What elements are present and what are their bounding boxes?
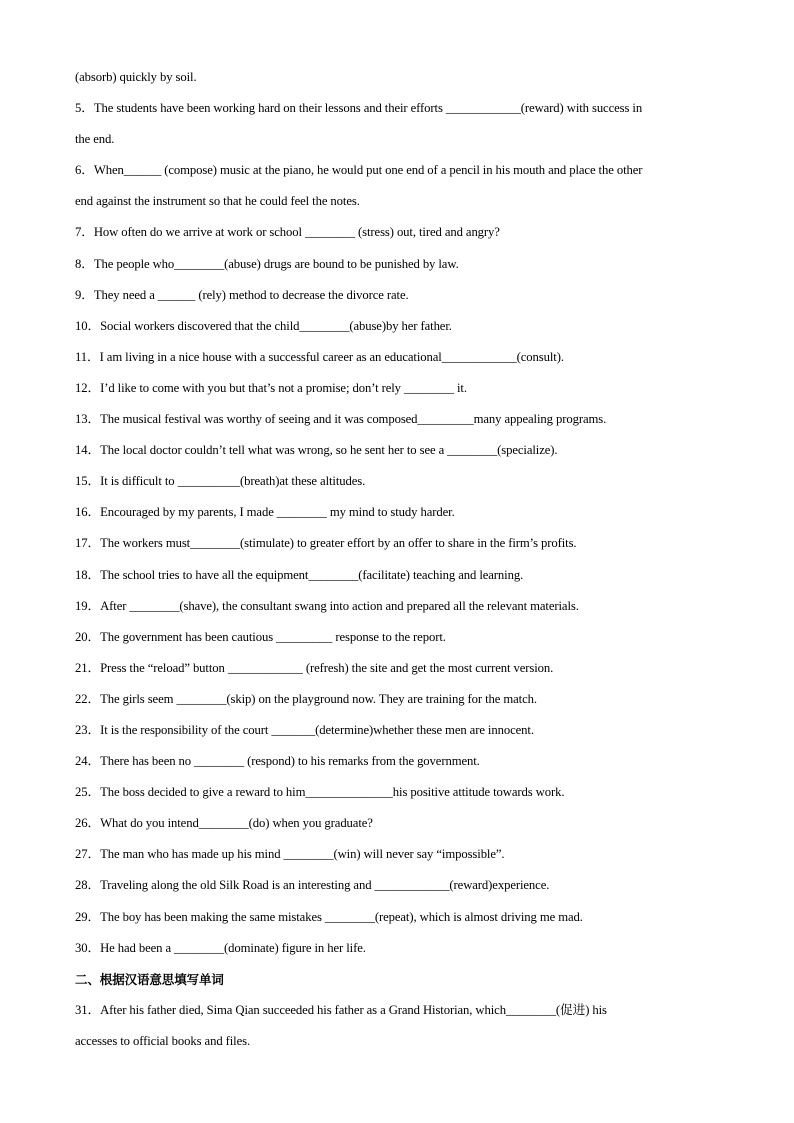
question-17: 17．The workers must________(stimulate) to greater effort by an offer to share in the firm’s profits. [75, 536, 577, 551]
question-29: 29．The boy has been making the same mistakes ________(repeat), which is almost driving me mad. [75, 909, 583, 924]
section-heading: 二、根据汉语意思填写单词 [75, 971, 224, 987]
question-30: 30．He had been a ________(dominate) figure in her life. [75, 940, 366, 955]
question-5: 5．The students have been working hard on their lessons and their efforts ____________(reward) with success in [75, 101, 643, 116]
text-line: end against the instrument so that he could feel the notes. [75, 194, 360, 209]
question-23: 23．It is the responsibility of the court _______(determine)whether these men are innocent. [75, 722, 534, 737]
question-10: 10．Social workers discovered that the child________(abuse)by her father. [75, 318, 452, 333]
question-20: 20．The government has been cautious _________ response to the report. [75, 629, 446, 644]
question-22: 22．The girls seem ________(skip) on the playground now. They are training for the match. [75, 691, 537, 706]
question-6: 6．When______ (compose) music at the piano, he would put one end of a pencil in his mouth and place the other [75, 163, 643, 178]
question-7: 7．How often do we arrive at work or school ________ (stress) out, tired and angry? [75, 225, 500, 240]
question-11: 11．I am living in a nice house with a successful career as an educational____________(consult). [75, 349, 564, 364]
question-25: 25．The boss decided to give a reward to him______________his positive attitude towards work. [75, 785, 565, 800]
question-19: 19．After ________(shave), the consultant swang into action and prepared all the relevant materials. [75, 598, 579, 613]
question-16: 16．Encouraged by my parents, I made ________ my mind to study harder. [75, 505, 455, 520]
question-13: 13．The musical festival was worthy of seeing and it was composed_________many appealing programs. [75, 412, 607, 427]
question-15: 15．It is difficult to __________(breath)at these altitudes. [75, 474, 366, 489]
question-28: 28．Traveling along the old Silk Road is an interesting and ____________(reward)experience. [75, 878, 550, 893]
question-9: 9．They need a ______ (rely) method to decrease the divorce rate. [75, 287, 409, 302]
text-line: the end. [75, 132, 115, 147]
worksheet-page [75, 62, 725, 1057]
question-8: 8．The people who________(abuse) drugs are bound to be punished by law. [75, 256, 459, 271]
question-12: 12．I’d like to come with you but that’s not a promise; don’t rely ________ it. [75, 380, 467, 395]
question-21: 21．Press the “reload” button ____________ (refresh) the site and get the most current version. [75, 660, 554, 675]
question-14: 14．The local doctor couldn’t tell what was wrong, so he sent her to see a ________(specialize). [75, 443, 558, 458]
question-18: 18．The school tries to have all the equipment________(facilitate) teaching and learning. [75, 567, 524, 582]
text-line: (absorb) quickly by soil. [75, 70, 197, 84]
question-27: 27．The man who has made up his mind ________(win) will never say “impossible”. [75, 847, 505, 862]
question-26: 26．What do you intend________(do) when you graduate? [75, 816, 373, 831]
text-line: accesses to official books and files. [75, 1033, 251, 1048]
question-24: 24．There has been no ________ (respond) to his remarks from the government. [75, 754, 480, 769]
question-31: 31．After his father died, Sima Qian succeeded his father as a Grand Historian, which________(促进) his [75, 1002, 607, 1017]
